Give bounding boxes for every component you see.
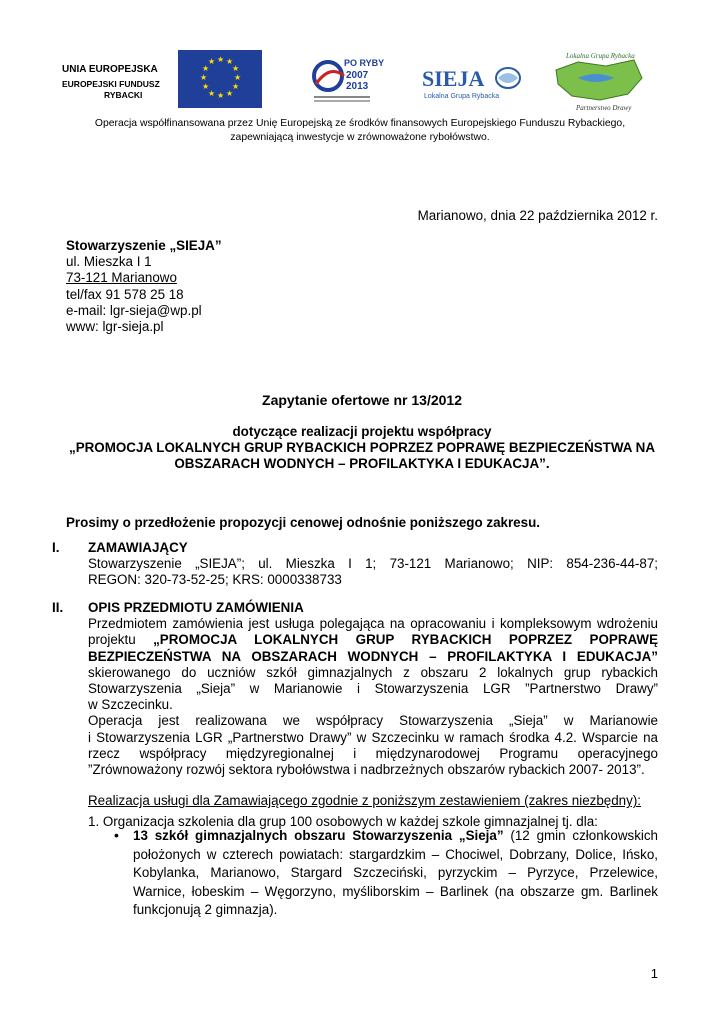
bullet-icon: • — [114, 827, 119, 843]
section1-line1: Stowarzyszenie „SIEJA”; ul. Mieszka I 1; 73-121 Marianowo; NIP: 854-236-44-87; — [88, 556, 658, 572]
svg-text:★: ★ — [208, 57, 216, 66]
page-number: 1 — [650, 966, 658, 981]
section2-p1-line5: Stowarzyszenia „Sieja” w Marianowie i Stowarzyszenia LGR ”Partnerstwo Drawy” — [88, 681, 658, 697]
caption-line2: zapewniającą inwestycje w zrównoważone rybołówstwo. — [230, 132, 490, 143]
svg-text:Lokalna Grupa Rybacka: Lokalna Grupa Rybacka — [566, 52, 635, 60]
subtitle-line3: OBSZARACH WODNYCH – PROFILAKTYKA I EDUKACJA”. — [174, 456, 550, 472]
svg-text:★: ★ — [234, 73, 242, 82]
svg-text:SIEJA: SIEJA — [422, 66, 485, 91]
bullet-item — [133, 827, 658, 920]
section2-p1-line6: w Szczecinku. — [88, 697, 173, 713]
sender-address — [66, 238, 366, 335]
subtitle-line1: dotyczące realizacji projektu współpracy — [232, 424, 492, 439]
bullet-bold-text: 13 szkół gimnazjalnych obszaru Stowarzyszenia „Sieja” — [133, 828, 504, 843]
sender-phone: tel/fax 91 578 25 18 — [66, 286, 184, 302]
section2-number: II. — [52, 600, 64, 615]
request-line: Prosimy o przedłożenie propozycji cenowej odnośnie poniższego zakresu. — [66, 515, 540, 530]
bullet-line5: funkcjonują 2 gimnazja). — [133, 902, 278, 917]
section2-heading: OPIS PRZEDMIOTU ZAMÓWIENIA — [88, 600, 304, 615]
sender-street: ul. Mieszka I 1 — [66, 254, 152, 270]
document-date: Marianowo, dnia 22 października 2012 r. — [417, 208, 658, 223]
project-name-part1: „PROMOCJA LOKALNYCH GRUP RYBACKICH POPRZEZ POPRAWĘ — [153, 632, 658, 648]
document-subtitle — [66, 424, 658, 473]
section1-number: I. — [52, 540, 60, 555]
svg-text:★: ★ — [232, 82, 240, 91]
bullet-line3: Kobylanka, Marianowo, Stargard Szczeciński, pyrzyckim – Pyrzyce, Przelewice, — [133, 865, 658, 880]
caption-line1: Operacja współfinansowana przez Unię Europejską ze środków finansowych Europejskiego Funduszu Rybackiego, — [94, 118, 626, 129]
sender-name: Stowarzyszenie „SIEJA” — [66, 238, 222, 253]
section1-line2: REGON: 320-73-52-25; KRS: 0000338733 — [88, 572, 342, 588]
bullet-line4: Warnice, łobeskim – Węgorzyno, myśliborskim – Barlinek (na obszarze gm. Barlinek — [133, 883, 658, 899]
item1-line: 1. Organizacja szkolenia dla grup 100 osobowych w każdej szkole gimnazjalnej tj. dla: — [88, 814, 598, 830]
svg-text:★: ★ — [217, 91, 225, 100]
sender-city: 73-121 Marianowo — [66, 270, 177, 286]
svg-text:★: ★ — [202, 82, 210, 91]
section2-body — [88, 600, 658, 831]
sender-email: e-mail: lgr-sieja@wp.pl — [66, 302, 202, 318]
svg-text:PO RYBY: PO RYBY — [344, 58, 385, 68]
svg-text:Partnerstwo Drawy: Partnerstwo Drawy — [576, 104, 632, 112]
section1-body — [88, 540, 658, 589]
eu-logo-line2: EUROPEJSKI FUNDUSZ — [62, 79, 160, 89]
section2-p1-line4: skierowanego do uczniów szkół gimnazjalnych z obszaru 2 lokalnych grup rybackich — [88, 664, 658, 680]
bullet-line1-rest: (12 gmin członkowskich — [503, 828, 659, 843]
svg-text:2013: 2013 — [346, 81, 369, 92]
section1-heading: ZAMAWIAJĄCY — [88, 540, 188, 555]
section2-p2-line1: Operacja jest realizowana we współpracy Stowarzyszenia „Sieja” w Marianowie — [88, 713, 658, 729]
section2-p2-line3: rzecz współpracy międzyregionalnej i międzynarodowej Programu operacyjnego — [88, 745, 658, 761]
svg-text:★: ★ — [200, 73, 208, 82]
project-word: projektu — [88, 632, 136, 648]
cofinancing-caption — [60, 117, 660, 145]
svg-text:★: ★ — [202, 64, 210, 73]
lgr-partnerstwo-drawy-logo — [548, 48, 648, 114]
eu-logo-line1: UNIA EUROPEJSKA — [62, 64, 158, 75]
svg-text:Lokalna Grupa Rybacka: Lokalna Grupa Rybacka — [424, 93, 500, 100]
eu-fund-logo — [62, 50, 262, 112]
sieja-logo — [420, 62, 530, 102]
section2-p1-line1: Przedmiotem zamówienia jest usługa polegająca na opracowaniu i kompleksowym wdrożeniu — [88, 616, 658, 632]
eu-logo-text — [62, 50, 172, 101]
section2-p2-line2: i Stowarzyszenia LGR „Partnerstwo Drawy” w Szczecinku w ramach środka 4.2. Wsparcie na — [88, 729, 658, 745]
section2-p1-line2 — [88, 632, 658, 648]
svg-text:2007: 2007 — [346, 70, 369, 81]
sender-www: www: lgr-sieja.pl — [66, 319, 164, 335]
svg-text:★: ★ — [232, 64, 240, 73]
section2-scope-line: Realizacja usługi dla Zamawiającego zgodnie z poniższym zestawieniem (zakres niezbędny): — [88, 793, 641, 809]
svg-text:★: ★ — [217, 55, 225, 64]
eu-logo-line3: RYBACKI — [104, 90, 143, 100]
document-title: Zapytanie ofertowe nr 13/2012 — [262, 392, 462, 408]
svg-text:★: ★ — [226, 89, 234, 98]
section2-p2-line4: ”Zrównoważony rozwój sektora rybołówstwa i nadbrzeżnych obszarów rybackich 2007- 2013”. — [88, 762, 645, 778]
subtitle-line2: „PROMOCJA LOKALNYCH GRUP RYBACKICH POPRZEZ POPRAWĘ BEZPIECZEŃSTWA NA — [69, 440, 655, 456]
eu-flag-icon — [178, 50, 262, 108]
bullet-line2: położonych w czterech powiatach: stargardzkim – Chociwel, Dobrzany, Dolice, Ińsko, — [133, 846, 658, 862]
po-ryby-logo — [310, 54, 385, 108]
section2-p1-line3: BEZPIECZEŃSTWA NA OBSZARACH WODNYCH – PROFILAKTYKA I EDUKACJA” — [88, 648, 658, 664]
bullet-line1 — [133, 827, 658, 846]
svg-text:★: ★ — [208, 89, 216, 98]
svg-text:★: ★ — [226, 57, 234, 66]
